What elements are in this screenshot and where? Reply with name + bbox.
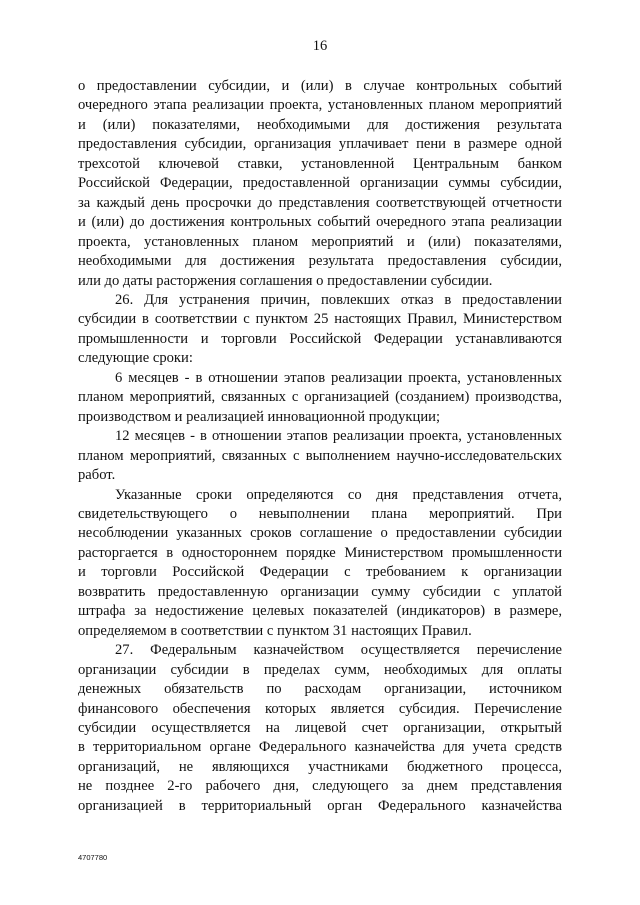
text-line: и (или) до достижения контрольных событий очередного этапа реализации bbox=[78, 214, 562, 231]
text-line: Указанные сроки определяются со дня представления отчета, bbox=[115, 486, 562, 503]
text-line: планом мероприятий, связанных с организацией (созданием) производства, bbox=[78, 389, 562, 406]
page-number: 16 bbox=[312, 38, 328, 54]
text-line: проекта, установленных планом мероприятий и (или) показателями, bbox=[78, 233, 562, 250]
text-line: следующие сроки: bbox=[78, 350, 193, 367]
paragraph-terms-definition bbox=[78, 486, 562, 642]
paragraph-term-6-months bbox=[78, 369, 562, 427]
text-line: работ. bbox=[78, 467, 116, 484]
text-line: штрафа за недостижение целевых показателей (индикаторов) в размере, bbox=[78, 603, 562, 620]
text-line: необходимыми для достижения результата предоставления субсидии, bbox=[78, 253, 562, 270]
text-line: и (или) показателями, необходимыми для достижения результата bbox=[78, 116, 562, 133]
text-line: и торговли Российской Федерации с требованием к организации bbox=[78, 564, 562, 581]
text-line: за каждый день просрочки до представления соответствующей отчетности bbox=[78, 194, 562, 211]
text-line: несоблюдении указанных сроков соглашение о предоставлении субсидии bbox=[78, 525, 562, 542]
text-line: в территориальном органе Федерального казначейства для учета средств bbox=[78, 739, 562, 756]
text-line: определяемом в соответствии с пунктом 31 настоящих Правил. bbox=[78, 622, 472, 639]
text-line: Российской Федерации, предоставленной организации суммы субсидии, bbox=[78, 175, 562, 192]
text-line: возвратить предоставленную организации сумму субсидии с уплатой bbox=[78, 583, 562, 600]
paragraph-penalty-continuation bbox=[78, 77, 562, 291]
text-line: планом мероприятий, связанных с выполнением научно-исследовательских bbox=[78, 447, 562, 464]
text-line: организации субсидии в пределах сумм, необходимых для оплаты bbox=[78, 661, 562, 678]
text-line: расторгается в одностороннем порядке Министерством промышленности bbox=[78, 544, 562, 561]
text-line: не позднее 2-го рабочего дня, следующего за днем представления bbox=[78, 778, 562, 795]
text-line: финансового обеспечения которых является субсидия. Перечисление bbox=[78, 700, 562, 717]
text-line: трехсотой ключевой ставки, установленной Центральным банком bbox=[78, 155, 562, 172]
document-body bbox=[78, 77, 562, 816]
text-line: денежных обязательств по расходам организации, источником bbox=[78, 681, 562, 698]
text-line: 27. Федеральным казначейством осуществляется перечисление bbox=[115, 642, 562, 659]
text-line: свидетельствующего о невыполнении плана мероприятий. При bbox=[78, 505, 562, 522]
text-line: о предоставлении субсидии, и (или) в случае контрольных событий bbox=[78, 78, 562, 94]
text-line: 26. Для устранения причин, повлекших отказ в предоставлении bbox=[115, 291, 562, 308]
paragraph-term-12-months bbox=[78, 427, 562, 485]
text-line: субсидии в соответствии с пунктом 25 настоящих Правил, Министерством bbox=[78, 311, 562, 328]
text-line: 6 месяцев - в отношении этапов реализации проекта, установленных bbox=[115, 369, 562, 386]
text-line: производством и реализацией инновационной продукции; bbox=[78, 408, 440, 425]
text-line: организаций, не являющихся участниками бюджетного процесса, bbox=[78, 758, 562, 775]
text-line: субсидии осуществляется на лицевой счет организации, открытый bbox=[78, 719, 562, 736]
text-line: организацией в территориальный орган Федерального казначейства bbox=[78, 797, 562, 814]
text-line: или до даты расторжения соглашения о предоставлении субсидии. bbox=[78, 272, 493, 289]
paragraph-clause-26 bbox=[78, 291, 562, 369]
text-line: промышленности и торговли Российской Федерации устанавливаются bbox=[78, 330, 562, 347]
document-code: 4707780 bbox=[78, 853, 108, 862]
text-line: предоставления субсидии, организация уплачивает пени в размере одной bbox=[78, 136, 562, 153]
text-line: 12 месяцев - в отношении этапов реализации проекта, установленных bbox=[115, 428, 562, 445]
text-line: очередного этапа реализации проекта, установленных планом мероприятий bbox=[78, 97, 562, 114]
paragraph-clause-27 bbox=[78, 641, 562, 816]
